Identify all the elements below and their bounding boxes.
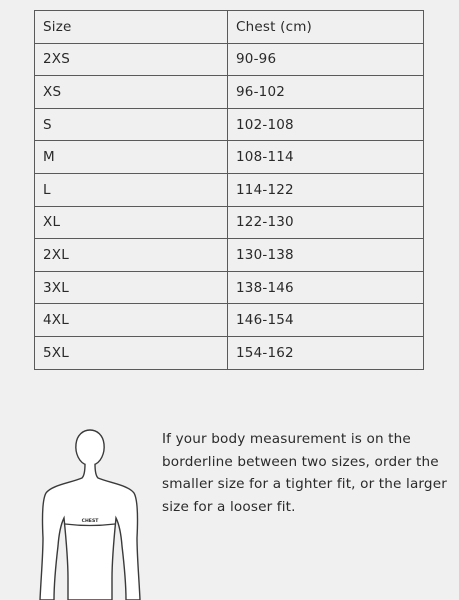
size-cell: 2XS xyxy=(35,43,228,76)
chest-cell: 154-162 xyxy=(228,336,424,369)
table-row xyxy=(35,141,424,174)
chest-cell: 122-130 xyxy=(228,206,424,239)
table-row xyxy=(35,173,424,206)
size-cell: L xyxy=(35,173,228,206)
column-header-size: Size xyxy=(35,11,228,44)
size-cell: S xyxy=(35,108,228,141)
chest-cell: 146-154 xyxy=(228,304,424,337)
size-cell: XL xyxy=(35,206,228,239)
size-cell: M xyxy=(35,141,228,174)
table-row xyxy=(35,76,424,109)
chest-cell: 114-122 xyxy=(228,173,424,206)
size-advice-text: If your body measurement is on the borderline between two sizes, order the smaller size for a tighter fit, or the larger size for a looser fit. xyxy=(162,431,447,515)
size-cell: XS xyxy=(35,76,228,109)
body-measurement-figure xyxy=(30,428,160,600)
size-chart-table xyxy=(34,10,424,370)
chest-cell: 108-114 xyxy=(228,141,424,174)
size-cell: 5XL xyxy=(35,336,228,369)
chest-cell: 138-146 xyxy=(228,271,424,304)
table-row xyxy=(35,108,424,141)
table-row xyxy=(35,43,424,76)
chest-cell: 96-102 xyxy=(228,76,424,109)
human-silhouette-icon xyxy=(30,428,160,600)
table-row xyxy=(35,239,424,272)
table-row xyxy=(35,271,424,304)
chest-label: CHEST xyxy=(81,519,99,524)
chest-cell: 102-108 xyxy=(228,108,424,141)
size-cell: 4XL xyxy=(35,304,228,337)
table-header-row xyxy=(35,11,424,44)
table-row xyxy=(35,206,424,239)
table-row xyxy=(35,336,424,369)
column-header-chest: Chest (cm) xyxy=(228,11,424,44)
table-row xyxy=(35,304,424,337)
size-cell: 2XL xyxy=(35,239,228,272)
chest-cell: 90-96 xyxy=(228,43,424,76)
chest-cell: 130-138 xyxy=(228,239,424,272)
size-cell: 3XL xyxy=(35,271,228,304)
